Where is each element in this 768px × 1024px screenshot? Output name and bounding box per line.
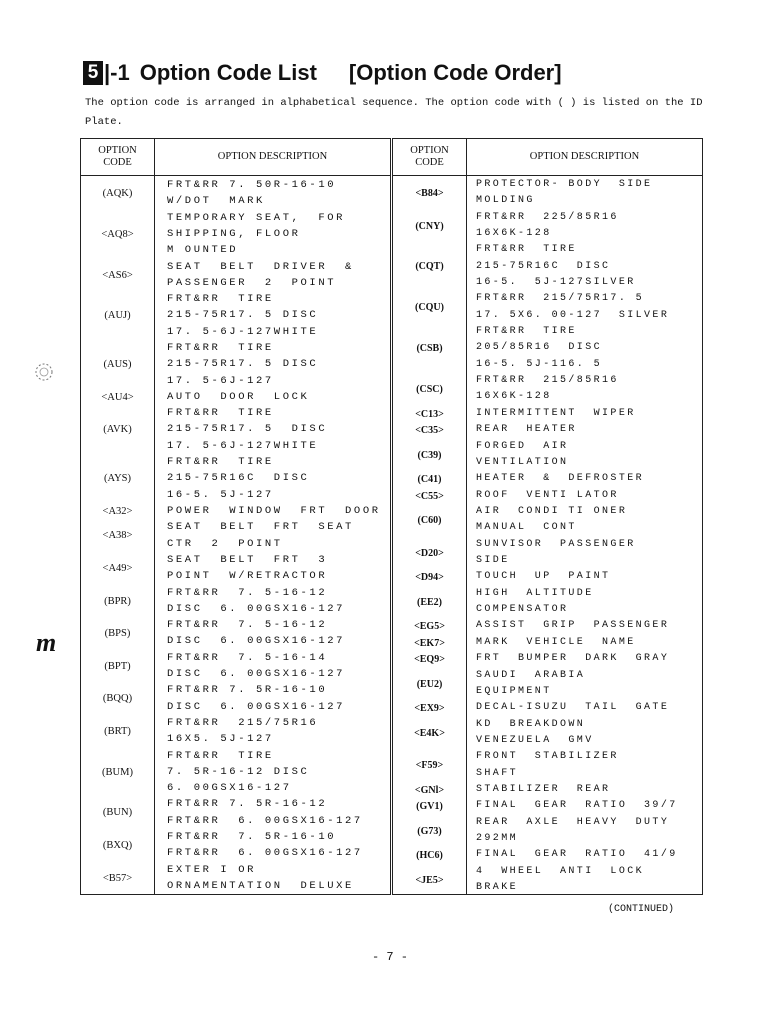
table-row bbox=[81, 503, 390, 519]
table-row bbox=[81, 340, 390, 389]
option-code: (HC6) bbox=[416, 850, 443, 862]
table-row bbox=[81, 259, 390, 292]
option-description: FRT&RR 7. 5R-16-10 DISC 6. 00GSX16-127 bbox=[167, 684, 346, 713]
table-row bbox=[393, 782, 702, 798]
option-description: FRT&RR TIRE 215-75R17. 5 DISC 17. 5-6J-127 bbox=[167, 342, 319, 387]
option-description: HIGH ALTITUDE COMPENSATOR bbox=[476, 587, 594, 616]
option-code: (C39) bbox=[417, 449, 442, 461]
option-description: FRT&RR 7. 5-16-14 DISC 6. 00GSX16-127 bbox=[167, 651, 346, 680]
option-description: FRT&RR TIRE 7. 5R-16-12 DISC 6. 00GSX16-127 bbox=[167, 749, 310, 795]
table-row bbox=[81, 389, 390, 405]
table-row bbox=[393, 537, 702, 570]
punch-hole-icon bbox=[33, 361, 55, 383]
page-number: - 7 - bbox=[371, 950, 408, 964]
option-description: SEAT BELT FRT 3 POINT W/RETRACTOR bbox=[167, 553, 328, 583]
option-description: FRT&RR TIRE 215-75R16C DISC 16-5. 5J-127 bbox=[167, 456, 310, 501]
option-description: SEAT BELT DRIVER & PASSENGER 2 POINT bbox=[167, 260, 354, 289]
option-description: AIR CONDI TI ONER MANUAL CONT bbox=[476, 506, 628, 534]
option-code: (CQT) bbox=[415, 261, 444, 273]
option-code: (BUM) bbox=[102, 766, 133, 778]
option-code: <E4K> bbox=[414, 727, 445, 739]
table-row bbox=[81, 519, 390, 552]
option-code: (GV1) bbox=[416, 801, 443, 813]
option-description: AUTO DOOR LOCK bbox=[167, 390, 310, 403]
option-code: <A38> bbox=[102, 530, 133, 542]
header-option-description: OPTION DESCRIPTION bbox=[529, 151, 640, 162]
option-description: SEAT BELT FRT SEAT CTR 2 POINT bbox=[167, 521, 354, 550]
option-description: FRT&RR 225/85R16 16X6K-128 bbox=[476, 211, 619, 239]
section-suffix: |-1 bbox=[104, 60, 130, 85]
section-number-box: 5 bbox=[83, 61, 103, 85]
option-description: FRT&RR 7. 5-16-12 DISC 6. 00GSX16-127 bbox=[167, 619, 346, 648]
option-code: (EU2) bbox=[416, 678, 443, 690]
table-row bbox=[81, 585, 390, 618]
margin-m-mark: m bbox=[36, 628, 57, 657]
option-description: FRT&RR 215/85R16 16X6K-128 bbox=[476, 375, 619, 403]
option-description: INTERMITTENT WIPER bbox=[476, 407, 636, 419]
option-description: FRT&RR TIRE 215-75R16C DISC 16-5. 5J-127SILVER bbox=[476, 244, 636, 288]
option-code: (BPS) bbox=[104, 628, 131, 640]
option-description: DECAL-ISUZU TAIL GATE bbox=[476, 702, 670, 714]
option-code: <C13> bbox=[415, 408, 444, 420]
table-header bbox=[393, 139, 702, 176]
option-code: <A32> bbox=[102, 506, 133, 517]
option-code: (BXQ) bbox=[102, 840, 133, 851]
table-header bbox=[81, 139, 390, 176]
table-row bbox=[81, 177, 390, 210]
option-description: FINAL GEAR RATIO 39/7 bbox=[476, 800, 678, 812]
table-row bbox=[393, 177, 702, 210]
option-description: FRT&RR TIRE 215-75R17. 5 DISC 17. 5-6J-127WHITE bbox=[167, 293, 319, 338]
table-row bbox=[393, 815, 702, 848]
option-code: (CQU) bbox=[415, 302, 444, 314]
table-row bbox=[81, 796, 390, 829]
table-row bbox=[81, 552, 390, 585]
table-row bbox=[393, 798, 702, 814]
option-code: <C35> bbox=[415, 425, 444, 437]
header-option-description: OPTION DESCRIPTION bbox=[217, 151, 328, 162]
table-row bbox=[81, 862, 390, 895]
intro-text: The option code is arranged in alphabetical sequence. The option code with ( ) is listed on the ID Plate. bbox=[85, 97, 703, 128]
table-row bbox=[393, 242, 702, 291]
option-code: (G73) bbox=[417, 825, 442, 837]
option-code: <AQ8> bbox=[101, 228, 134, 240]
table-row bbox=[393, 439, 702, 472]
title-text: Option Code List bbox=[139, 60, 317, 85]
option-description: PROTECTOR- BODY SIDE MOLDING bbox=[476, 179, 653, 207]
option-description: REAR HEATER bbox=[476, 424, 577, 436]
option-description: POWER WINDOW FRT DOOR bbox=[167, 505, 381, 517]
option-description: STABILIZER REAR bbox=[476, 783, 611, 795]
table-row bbox=[81, 650, 390, 683]
option-code: <AU4> bbox=[101, 391, 134, 403]
table-row bbox=[393, 749, 702, 782]
option-code: (BPT) bbox=[104, 660, 131, 672]
table-row bbox=[393, 569, 702, 585]
table-row bbox=[393, 651, 702, 667]
table-row bbox=[393, 422, 702, 438]
option-description: 4 WHEEL ANTI LOCK BRAKE bbox=[476, 865, 645, 893]
option-description: FRONT STABILIZER SHAFT bbox=[476, 751, 619, 779]
option-description: ROOF VENTI LATOR bbox=[476, 489, 619, 501]
option-code: (AUS) bbox=[103, 359, 132, 370]
option-code: (CNY) bbox=[415, 220, 444, 232]
option-code: (BRT) bbox=[104, 725, 131, 737]
option-code: <D94> bbox=[415, 572, 444, 584]
option-code: (BPR) bbox=[104, 595, 131, 607]
option-description: KD BREAKDOWN VENEZUELA GMV bbox=[476, 718, 594, 746]
option-description: MARK VEHICLE NAME bbox=[476, 636, 636, 648]
page-title bbox=[83, 58, 562, 88]
option-code: <AS6> bbox=[102, 269, 133, 281]
table-row bbox=[393, 700, 702, 716]
continued-note: (CONTINUED) bbox=[608, 904, 675, 915]
table-row bbox=[393, 291, 702, 324]
option-description: FRT BUMPER DARK GRAY bbox=[476, 653, 670, 665]
option-code: <EK7> bbox=[414, 637, 445, 649]
table-row bbox=[393, 668, 702, 701]
option-code: (AYS) bbox=[103, 473, 132, 485]
option-description: FINAL GEAR RATIO 41/9 bbox=[476, 849, 678, 861]
table-row bbox=[81, 617, 390, 650]
table-row bbox=[393, 471, 702, 487]
option-code: (EE2) bbox=[417, 596, 442, 608]
table-row bbox=[81, 291, 390, 340]
option-description: FRT&RR TIRE 205/85R16 DISC 16-5. 5J-116. 5 bbox=[476, 326, 603, 370]
option-description: FRT&RR 7. 50R-16-10 W/DOT MARK bbox=[167, 179, 337, 208]
option-code: <C55> bbox=[415, 490, 444, 502]
table-row bbox=[81, 829, 390, 862]
option-code: (CSB) bbox=[416, 343, 443, 355]
option-description: HEATER & DEFROSTER bbox=[476, 473, 645, 485]
table-row bbox=[393, 635, 702, 651]
table-row bbox=[81, 748, 390, 797]
option-code: <EG5> bbox=[414, 621, 445, 633]
table-row bbox=[393, 373, 702, 406]
table-row bbox=[393, 324, 702, 373]
left-option-table bbox=[80, 138, 391, 895]
option-code: <B57> bbox=[102, 872, 133, 884]
option-description: FRT&RR TIRE 215-75R17. 5 DISC 17. 5-6J-127WHITE bbox=[167, 407, 328, 452]
option-description: FRT&RR 7. 5R-16-12 FRT&RR 6. 00GSX16-127 bbox=[167, 798, 363, 827]
option-description: FORGED AIR VENTILATION bbox=[476, 440, 569, 468]
option-code: (AQK) bbox=[102, 188, 133, 199]
header-option-code: OPTION CODE bbox=[410, 145, 449, 168]
table-row bbox=[81, 405, 390, 454]
option-description: TEMPORARY SEAT, FOR SHIPPING, FLOOR M OUNTED bbox=[167, 211, 346, 257]
option-code: (AVK) bbox=[103, 424, 132, 436]
table-row bbox=[393, 586, 702, 619]
option-description: ASSIST GRIP PASSENGER bbox=[476, 620, 670, 632]
option-code: <JE5> bbox=[415, 874, 444, 886]
right-option-table bbox=[392, 138, 703, 895]
table-row bbox=[393, 406, 702, 422]
table-row bbox=[81, 454, 390, 503]
option-code: <D20> bbox=[415, 547, 444, 559]
header-option-code: OPTION CODE bbox=[98, 145, 137, 168]
table-row bbox=[393, 864, 702, 897]
option-code: <GNl> bbox=[414, 784, 445, 796]
table-row bbox=[393, 504, 702, 537]
table-row bbox=[81, 715, 390, 748]
option-description: SAUDI ARABIA EQUIPMENT bbox=[476, 669, 586, 697]
option-description: REAR AXLE HEAVY DUTY 292MM bbox=[476, 816, 670, 844]
table-row bbox=[393, 210, 702, 243]
table-row bbox=[393, 717, 702, 750]
option-code: <EQ9> bbox=[414, 654, 445, 666]
option-code: <EX9> bbox=[414, 703, 445, 715]
option-description: TOUCH UP PAINT bbox=[476, 571, 611, 583]
option-description: SUNVISOR PASSENGER SIDE bbox=[476, 538, 636, 566]
option-code: (AUJ) bbox=[104, 310, 131, 322]
option-description: FRT&RR 215/75R16 16X5. 5J-127 bbox=[167, 716, 319, 746]
option-code: <B84> bbox=[415, 188, 444, 199]
option-code: (CSC) bbox=[416, 384, 443, 396]
option-description: FRT&RR 215/75R17. 5 17. 5X6. 00-127 SILVER bbox=[476, 293, 670, 321]
table-row bbox=[393, 847, 702, 863]
option-code: (BUN) bbox=[102, 807, 133, 819]
table-row bbox=[81, 210, 390, 259]
table-row bbox=[393, 618, 702, 634]
option-description: FRT&RR 7. 5-16-12 DISC 6. 00GSX16-127 bbox=[167, 586, 346, 615]
option-description: EXTER I OR ORNAMENTATION DELUXE bbox=[167, 863, 354, 892]
option-code: <A49> bbox=[102, 562, 133, 574]
option-code: (C60) bbox=[417, 515, 442, 526]
option-code: (C41) bbox=[417, 474, 442, 486]
option-code: <F59> bbox=[415, 760, 444, 772]
option-code: (BQQ) bbox=[102, 693, 133, 705]
option-description: FRT&RR 7. 5R-16-10 FRT&RR 6. 00GSX16-127 bbox=[167, 831, 363, 860]
subtitle-text: [Option Code Order] bbox=[348, 60, 562, 85]
table-row bbox=[393, 488, 702, 504]
table-row bbox=[81, 682, 390, 715]
